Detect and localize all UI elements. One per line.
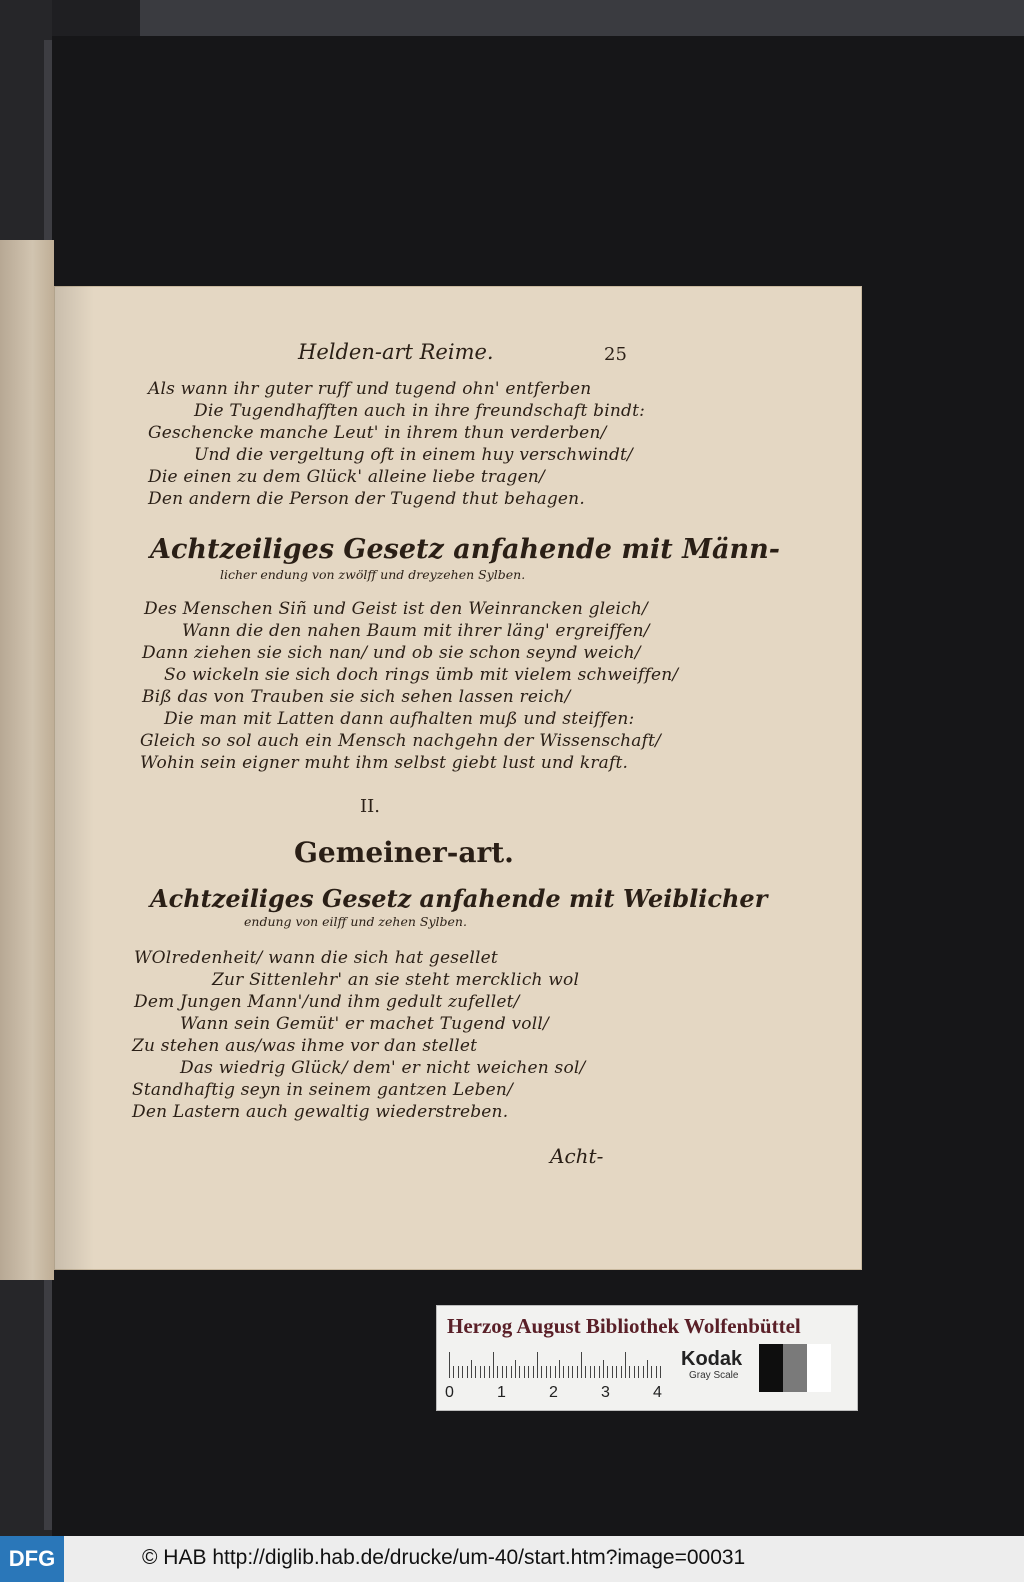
ruler-tick <box>660 1366 661 1378</box>
verse-line: Zur Sittenlehr' an sie steht mercklich wol <box>212 970 580 990</box>
section-subheading: endung von eilff und zehen Sylben. <box>244 914 467 929</box>
ruler-scale <box>449 1350 687 1378</box>
page-number: 25 <box>604 344 627 365</box>
library-name: Herzog August Bibliothek Wolfenbüttel <box>447 1314 801 1338</box>
gray-patch-mid <box>783 1344 807 1392</box>
ruler-tick <box>497 1366 498 1378</box>
ruler-tick <box>524 1366 525 1378</box>
ruler-tick <box>480 1366 481 1378</box>
ruler-number: 3 <box>601 1384 610 1401</box>
ruler-tick <box>612 1366 613 1378</box>
verse-line: Dann ziehen sie sich nan/ und ob sie schon seynd weich/ <box>142 643 641 663</box>
ruler-tick <box>581 1352 582 1378</box>
ruler-tick <box>471 1360 472 1378</box>
ruler-tick <box>559 1360 560 1378</box>
footer-bar <box>0 1536 1024 1582</box>
ruler-tick <box>594 1366 595 1378</box>
book-page <box>54 286 862 1270</box>
scale-card <box>436 1305 858 1411</box>
ruler-tick <box>489 1366 490 1378</box>
gutter-shadow <box>54 286 94 1270</box>
binding-thread <box>44 1280 52 1530</box>
verse-line: Zu stehen aus/was ihme vor dan stellet <box>132 1036 478 1056</box>
ruler-tick <box>651 1366 652 1378</box>
ruler-tick <box>493 1352 494 1378</box>
ruler-tick <box>599 1366 600 1378</box>
verse-line: Wann sein Gemüt' er machet Tugend voll/ <box>180 1014 549 1034</box>
ruler-number: 4 <box>653 1384 662 1401</box>
ruler-tick <box>647 1360 648 1378</box>
verse-line: Standhaftig seyn in seinem gantzen Leben/ <box>132 1080 513 1100</box>
verse-line: Den andern die Person der Tugend thut behagen. <box>148 489 585 509</box>
verse-line: Gleich so sol auch ein Mensch nachgehn der Wissenschaft/ <box>140 731 662 751</box>
section-title: Gemeiner-art. <box>294 836 514 869</box>
ruler-tick <box>449 1352 450 1378</box>
ruler-tick <box>621 1366 622 1378</box>
ruler-tick <box>555 1366 556 1378</box>
ruler-tick <box>528 1366 529 1378</box>
ruler-tick <box>453 1366 454 1378</box>
ruler-tick <box>568 1366 569 1378</box>
ruler-tick <box>563 1366 564 1378</box>
ruler-tick <box>577 1366 578 1378</box>
verse-line: Den Lastern auch gewaltig wiederstreben. <box>132 1102 509 1122</box>
ruler-number: 1 <box>497 1384 506 1401</box>
ruler-tick <box>550 1366 551 1378</box>
left-page-edge <box>0 240 54 1280</box>
ruler-number: 2 <box>549 1384 558 1401</box>
ruler-tick <box>511 1366 512 1378</box>
ruler-tick <box>634 1366 635 1378</box>
ruler-tick <box>629 1366 630 1378</box>
ruler-tick <box>541 1366 542 1378</box>
ruler-tick <box>643 1366 644 1378</box>
verse-line: Das wiedrig Glück/ dem' er nicht weichen sol/ <box>180 1058 586 1078</box>
copyright-url[interactable]: © HAB http://diglib.hab.de/drucke/um-40/start.htm?image=00031 <box>142 1546 746 1569</box>
ruler-tick <box>537 1352 538 1378</box>
top-board <box>140 0 1024 38</box>
ruler-tick <box>590 1366 591 1378</box>
section-heading: Achtzeiliges Gesetz anfahende mit Weiblicher <box>150 884 768 913</box>
ruler-tick <box>585 1366 586 1378</box>
dfg-logo[interactable]: DFG <box>0 1536 64 1582</box>
verse-line: Geschencke manche Leut' in ihrem thun verderben/ <box>148 423 607 443</box>
verse-line: Die Tugendhafften auch in ihre freundschaft bindt: <box>194 401 646 421</box>
ruler-tick <box>533 1366 534 1378</box>
gray-patch-black <box>759 1344 783 1392</box>
ruler-tick <box>467 1366 468 1378</box>
ruler-tick <box>506 1366 507 1378</box>
ruler-tick <box>502 1366 503 1378</box>
section-subheading: licher endung von zwölff und dreyzehen Sylben. <box>220 567 526 582</box>
ruler-number: 0 <box>445 1384 454 1401</box>
ruler-tick <box>572 1366 573 1378</box>
running-head: Helden-art Reime. <box>298 340 494 364</box>
ruler-tick <box>519 1366 520 1378</box>
ruler-tick <box>656 1366 657 1378</box>
verse-line: Und die vergeltung oft in einem huy verschwindt/ <box>194 445 633 465</box>
verse-line: Dem Jungen Mann'/und ihm gedult zufellet/ <box>134 992 520 1012</box>
section-number: II. <box>360 796 380 817</box>
verse-line: WOlredenheit/ wann die sich hat gesellet <box>134 948 498 968</box>
ruler-tick <box>484 1366 485 1378</box>
ruler-tick <box>475 1366 476 1378</box>
ruler-tick <box>638 1366 639 1378</box>
ruler-tick <box>458 1366 459 1378</box>
verse-line: Des Menschen Siñ und Geist ist den Weinrancken gleich/ <box>144 599 648 619</box>
section-heading: Achtzeiliges Gesetz anfahende mit Männ- <box>150 534 780 565</box>
kodak-logo: Kodak <box>681 1348 743 1370</box>
ruler-tick <box>616 1366 617 1378</box>
ruler-tick <box>607 1366 608 1378</box>
ruler-tick <box>546 1366 547 1378</box>
verse-line: Als wann ihr guter ruff und tugend ohn' entferben <box>148 379 592 399</box>
catchword: Acht- <box>550 1144 604 1168</box>
verse-line: So wickeln sie sich doch rings ümb mit vielem schweiffen/ <box>164 665 679 685</box>
ruler-tick <box>603 1360 604 1378</box>
verse-line: Wann die den nahen Baum mit ihrer läng' ergreiffen/ <box>182 621 650 641</box>
ruler-tick <box>515 1360 516 1378</box>
verse-line: Wohin sein eigner muht ihm selbst giebt lust und kraft. <box>140 753 629 773</box>
verse-line: Die einen zu dem Glück' alleine liebe tragen/ <box>148 467 545 487</box>
ruler-tick <box>462 1366 463 1378</box>
kodak-subtitle: Gray Scale <box>689 1370 739 1381</box>
gray-patch-white <box>807 1344 831 1392</box>
verse-line: Die man mit Latten dann aufhalten muß und steiffen: <box>164 709 635 729</box>
ruler-tick <box>625 1352 626 1378</box>
verse-line: Biß das von Trauben sie sich sehen lassen reich/ <box>142 687 571 707</box>
